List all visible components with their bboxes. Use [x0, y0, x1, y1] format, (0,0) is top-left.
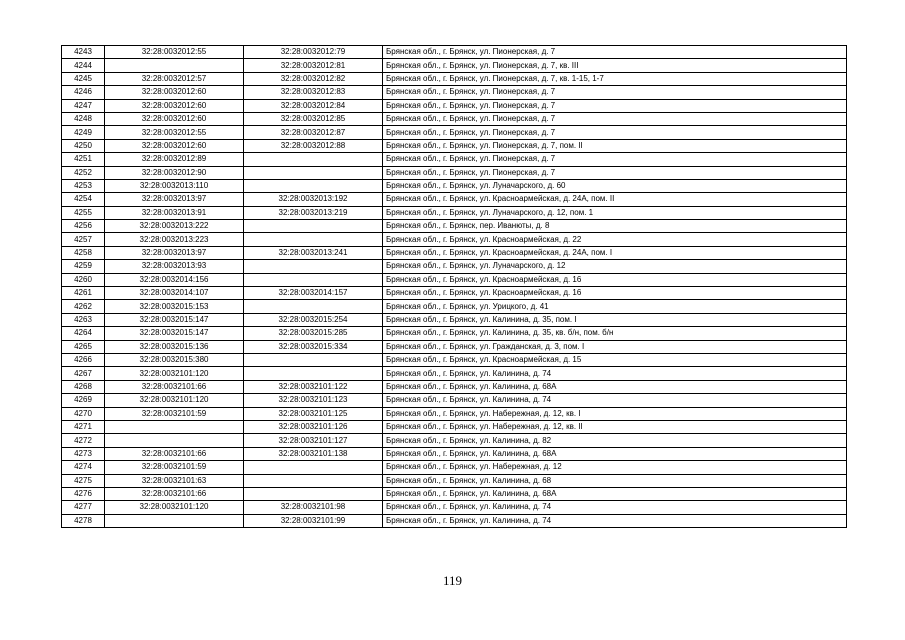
- address-cell: Брянская обл., г. Брянск, ул. Набережная, д. 12: [383, 461, 847, 474]
- address-cell: Брянская обл., г. Брянск, ул. Калинина, д. 82: [383, 434, 847, 447]
- register-table: [61, 45, 847, 528]
- row-number-cell: 4254: [62, 193, 105, 206]
- row-number-cell: 4267: [62, 367, 105, 380]
- row-number-cell: 4257: [62, 233, 105, 246]
- object-cadastral-number-cell: [244, 260, 383, 273]
- address-cell: Брянская обл., г. Брянск, ул. Набережная, д. 12, кв. I: [383, 407, 847, 420]
- address-cell: Брянская обл., г. Брянск, ул. Красноармейская, д. 22: [383, 233, 847, 246]
- register-table-body: [62, 46, 847, 528]
- object-cadastral-number-cell: 32:28:0032012:85: [244, 112, 383, 125]
- address-cell: Брянская обл., г. Брянск, ул. Пионерская, д. 7: [383, 86, 847, 99]
- parcel-cadastral-number-cell: 32:28:0032013:93: [105, 260, 244, 273]
- object-cadastral-number-cell: 32:28:0032012:81: [244, 59, 383, 72]
- address-cell: Брянская обл., г. Брянск, ул. Луначарского, д. 12, пом. 1: [383, 206, 847, 219]
- object-cadastral-number-cell: [244, 461, 383, 474]
- parcel-cadastral-number-cell: 32:28:0032014:156: [105, 273, 244, 286]
- object-cadastral-number-cell: 32:28:0032013:219: [244, 206, 383, 219]
- parcel-cadastral-number-cell: 32:28:0032012:89: [105, 153, 244, 166]
- table-row: [62, 514, 847, 527]
- parcel-cadastral-number-cell: 32:28:0032013:91: [105, 206, 244, 219]
- row-number-cell: 4252: [62, 166, 105, 179]
- row-number-cell: 4249: [62, 126, 105, 139]
- row-number-cell: 4266: [62, 353, 105, 366]
- table-row: [62, 353, 847, 366]
- table-row: [62, 367, 847, 380]
- object-cadastral-number-cell: [244, 367, 383, 380]
- object-cadastral-number-cell: [244, 179, 383, 192]
- object-cadastral-number-cell: 32:28:0032015:334: [244, 340, 383, 353]
- parcel-cadastral-number-cell: 32:28:0032015:380: [105, 353, 244, 366]
- parcel-cadastral-number-cell: [105, 434, 244, 447]
- address-cell: Брянская обл., г. Брянск, ул. Калинина, д. 35, кв. б/н, пом. б/н: [383, 327, 847, 340]
- parcel-cadastral-number-cell: 32:28:0032101:66: [105, 447, 244, 460]
- table-row: [62, 501, 847, 514]
- parcel-cadastral-number-cell: 32:28:0032012:55: [105, 46, 244, 59]
- parcel-cadastral-number-cell: 32:28:0032015:147: [105, 313, 244, 326]
- address-cell: Брянская обл., г. Брянск, ул. Пионерская, д. 7: [383, 99, 847, 112]
- table-row: [62, 126, 847, 139]
- row-number-cell: 4277: [62, 501, 105, 514]
- table-row: [62, 287, 847, 300]
- address-cell: Брянская обл., г. Брянск, ул. Урицкого, д. 41: [383, 300, 847, 313]
- address-cell: Брянская обл., г. Брянск, ул. Калинина, д. 74: [383, 501, 847, 514]
- object-cadastral-number-cell: 32:28:0032012:82: [244, 72, 383, 85]
- parcel-cadastral-number-cell: 32:28:0032012:60: [105, 112, 244, 125]
- table-row: [62, 72, 847, 85]
- object-cadastral-number-cell: [244, 153, 383, 166]
- parcel-cadastral-number-cell: 32:28:0032012:90: [105, 166, 244, 179]
- address-cell: Брянская обл., г. Брянск, ул. Пионерская, д. 7, кв. 1-15, 1-7: [383, 72, 847, 85]
- address-cell: Брянская обл., г. Брянск, ул. Красноармейская, д. 16: [383, 273, 847, 286]
- table-row: [62, 300, 847, 313]
- table-row: [62, 474, 847, 487]
- address-cell: Брянская обл., г. Брянск, ул. Набережная, д. 12, кв. II: [383, 420, 847, 433]
- address-cell: Брянская обл., г. Брянск, ул. Калинина, д. 68А: [383, 380, 847, 393]
- address-cell: Брянская обл., г. Брянск, ул. Калинина, д. 74: [383, 514, 847, 527]
- address-cell: Брянская обл., г. Брянск, ул. Красноармейская, д. 24А, пом. II: [383, 193, 847, 206]
- table-row: [62, 153, 847, 166]
- row-number-cell: 4272: [62, 434, 105, 447]
- object-cadastral-number-cell: 32:28:0032012:83: [244, 86, 383, 99]
- row-number-cell: 4262: [62, 300, 105, 313]
- object-cadastral-number-cell: 32:28:0032101:122: [244, 380, 383, 393]
- parcel-cadastral-number-cell: 32:28:0032101:59: [105, 461, 244, 474]
- table-row: [62, 86, 847, 99]
- object-cadastral-number-cell: 32:28:0032101:127: [244, 434, 383, 447]
- table-row: [62, 112, 847, 125]
- row-number-cell: 4261: [62, 287, 105, 300]
- table-row: [62, 233, 847, 246]
- parcel-cadastral-number-cell: 32:28:0032015:147: [105, 327, 244, 340]
- row-number-cell: 4256: [62, 220, 105, 233]
- object-cadastral-number-cell: 32:28:0032012:84: [244, 99, 383, 112]
- table-row: [62, 407, 847, 420]
- table-row: [62, 340, 847, 353]
- parcel-cadastral-number-cell: 32:28:0032012:60: [105, 139, 244, 152]
- object-cadastral-number-cell: 32:28:0032013:192: [244, 193, 383, 206]
- row-number-cell: 4268: [62, 380, 105, 393]
- table-row: [62, 246, 847, 259]
- table-row: [62, 179, 847, 192]
- parcel-cadastral-number-cell: [105, 420, 244, 433]
- parcel-cadastral-number-cell: 32:28:0032101:120: [105, 394, 244, 407]
- object-cadastral-number-cell: 32:28:0032101:126: [244, 420, 383, 433]
- address-cell: Брянская обл., г. Брянск, ул. Пионерская, д. 7, пом. II: [383, 139, 847, 152]
- table-row: [62, 220, 847, 233]
- object-cadastral-number-cell: [244, 300, 383, 313]
- table-row: [62, 447, 847, 460]
- row-number-cell: 4251: [62, 153, 105, 166]
- parcel-cadastral-number-cell: 32:28:0032101:120: [105, 501, 244, 514]
- address-cell: Брянская обл., г. Брянск, пер. Иванюты, д. 8: [383, 220, 847, 233]
- address-cell: Брянская обл., г. Брянск, ул. Калинина, д. 68: [383, 474, 847, 487]
- parcel-cadastral-number-cell: 32:28:0032101:63: [105, 474, 244, 487]
- row-number-cell: 4263: [62, 313, 105, 326]
- row-number-cell: 4250: [62, 139, 105, 152]
- row-number-cell: 4273: [62, 447, 105, 460]
- table-row: [62, 461, 847, 474]
- row-number-cell: 4270: [62, 407, 105, 420]
- row-number-cell: 4271: [62, 420, 105, 433]
- page-number: 119: [442, 573, 463, 588]
- row-number-cell: 4247: [62, 99, 105, 112]
- parcel-cadastral-number-cell: 32:28:0032101:66: [105, 380, 244, 393]
- row-number-cell: 4260: [62, 273, 105, 286]
- table-row: [62, 166, 847, 179]
- row-number-cell: 4265: [62, 340, 105, 353]
- table-row: [62, 420, 847, 433]
- row-number-cell: 4269: [62, 394, 105, 407]
- table-row: [62, 434, 847, 447]
- table-row: [62, 394, 847, 407]
- row-number-cell: 4255: [62, 206, 105, 219]
- parcel-cadastral-number-cell: 32:28:0032013:97: [105, 246, 244, 259]
- row-number-cell: 4278: [62, 514, 105, 527]
- row-number-cell: 4275: [62, 474, 105, 487]
- parcel-cadastral-number-cell: 32:28:0032015:153: [105, 300, 244, 313]
- table-row: [62, 99, 847, 112]
- parcel-cadastral-number-cell: 32:28:0032013:97: [105, 193, 244, 206]
- address-cell: Брянская обл., г. Брянск, ул. Калинина, д. 74: [383, 367, 847, 380]
- row-number-cell: 4264: [62, 327, 105, 340]
- address-cell: Брянская обл., г. Брянск, ул. Луначарского, д. 12: [383, 260, 847, 273]
- row-number-cell: 4244: [62, 59, 105, 72]
- row-number-cell: 4258: [62, 246, 105, 259]
- table-row: [62, 46, 847, 59]
- row-number-cell: 4274: [62, 461, 105, 474]
- table-row: [62, 139, 847, 152]
- object-cadastral-number-cell: [244, 487, 383, 500]
- table-row: [62, 487, 847, 500]
- parcel-cadastral-number-cell: 32:28:0032014:107: [105, 287, 244, 300]
- object-cadastral-number-cell: 32:28:0032101:125: [244, 407, 383, 420]
- parcel-cadastral-number-cell: 32:28:0032101:120: [105, 367, 244, 380]
- parcel-cadastral-number-cell: 32:28:0032012:55: [105, 126, 244, 139]
- object-cadastral-number-cell: [244, 273, 383, 286]
- address-cell: Брянская обл., г. Брянск, ул. Пионерская, д. 7, кв. III: [383, 59, 847, 72]
- address-cell: Брянская обл., г. Брянск, ул. Гражданская, д. 3, пом. I: [383, 340, 847, 353]
- object-cadastral-number-cell: [244, 353, 383, 366]
- address-cell: Брянская обл., г. Брянск, ул. Пионерская, д. 7: [383, 153, 847, 166]
- object-cadastral-number-cell: 32:28:0032101:99: [244, 514, 383, 527]
- address-cell: Брянская обл., г. Брянск, ул. Луначарского, д. 60: [383, 179, 847, 192]
- address-cell: Брянская обл., г. Брянск, ул. Пионерская, д. 7: [383, 112, 847, 125]
- table-row: [62, 273, 847, 286]
- object-cadastral-number-cell: [244, 474, 383, 487]
- table-row: [62, 327, 847, 340]
- table-row: [62, 380, 847, 393]
- address-cell: Брянская обл., г. Брянск, ул. Пионерская, д. 7: [383, 46, 847, 59]
- parcel-cadastral-number-cell: 32:28:0032015:136: [105, 340, 244, 353]
- table-row: [62, 313, 847, 326]
- address-cell: Брянская обл., г. Брянск, ул. Красноармейская, д. 15: [383, 353, 847, 366]
- parcel-cadastral-number-cell: 32:28:0032101:59: [105, 407, 244, 420]
- table-row: [62, 193, 847, 206]
- object-cadastral-number-cell: [244, 166, 383, 179]
- object-cadastral-number-cell: 32:28:0032015:285: [244, 327, 383, 340]
- address-cell: Брянская обл., г. Брянск, ул. Калинина, д. 68А: [383, 487, 847, 500]
- address-cell: Брянская обл., г. Брянск, ул. Пионерская, д. 7: [383, 126, 847, 139]
- object-cadastral-number-cell: 32:28:0032101:138: [244, 447, 383, 460]
- parcel-cadastral-number-cell: 32:28:0032013:110: [105, 179, 244, 192]
- row-number-cell: 4245: [62, 72, 105, 85]
- parcel-cadastral-number-cell: 32:28:0032012:60: [105, 99, 244, 112]
- address-cell: Брянская обл., г. Брянск, ул. Калинина, д. 35, пом. I: [383, 313, 847, 326]
- object-cadastral-number-cell: 32:28:0032012:88: [244, 139, 383, 152]
- parcel-cadastral-number-cell: 32:28:0032013:222: [105, 220, 244, 233]
- object-cadastral-number-cell: 32:28:0032012:79: [244, 46, 383, 59]
- row-number-cell: 4253: [62, 179, 105, 192]
- row-number-cell: 4243: [62, 46, 105, 59]
- parcel-cadastral-number-cell: [105, 514, 244, 527]
- table-row: [62, 59, 847, 72]
- parcel-cadastral-number-cell: 32:28:0032013:223: [105, 233, 244, 246]
- object-cadastral-number-cell: [244, 233, 383, 246]
- object-cadastral-number-cell: 32:28:0032014:157: [244, 287, 383, 300]
- parcel-cadastral-number-cell: [105, 59, 244, 72]
- row-number-cell: 4248: [62, 112, 105, 125]
- object-cadastral-number-cell: [244, 220, 383, 233]
- parcel-cadastral-number-cell: 32:28:0032012:60: [105, 86, 244, 99]
- parcel-cadastral-number-cell: 32:28:0032101:66: [105, 487, 244, 500]
- parcel-cadastral-number-cell: 32:28:0032012:57: [105, 72, 244, 85]
- object-cadastral-number-cell: 32:28:0032012:87: [244, 126, 383, 139]
- object-cadastral-number-cell: 32:28:0032101:123: [244, 394, 383, 407]
- row-number-cell: 4259: [62, 260, 105, 273]
- address-cell: Брянская обл., г. Брянск, ул. Пионерская, д. 7: [383, 166, 847, 179]
- object-cadastral-number-cell: 32:28:0032015:254: [244, 313, 383, 326]
- table-row: [62, 260, 847, 273]
- row-number-cell: 4276: [62, 487, 105, 500]
- address-cell: Брянская обл., г. Брянск, ул. Калинина, д. 68А: [383, 447, 847, 460]
- address-cell: Брянская обл., г. Брянск, ул. Красноармейская, д. 24А, пом. I: [383, 246, 847, 259]
- object-cadastral-number-cell: 32:28:0032013:241: [244, 246, 383, 259]
- address-cell: Брянская обл., г. Брянск, ул. Красноармейская, д. 16: [383, 287, 847, 300]
- address-cell: Брянская обл., г. Брянск, ул. Калинина, д. 74: [383, 394, 847, 407]
- table-row: [62, 206, 847, 219]
- object-cadastral-number-cell: 32:28:0032101:98: [244, 501, 383, 514]
- row-number-cell: 4246: [62, 86, 105, 99]
